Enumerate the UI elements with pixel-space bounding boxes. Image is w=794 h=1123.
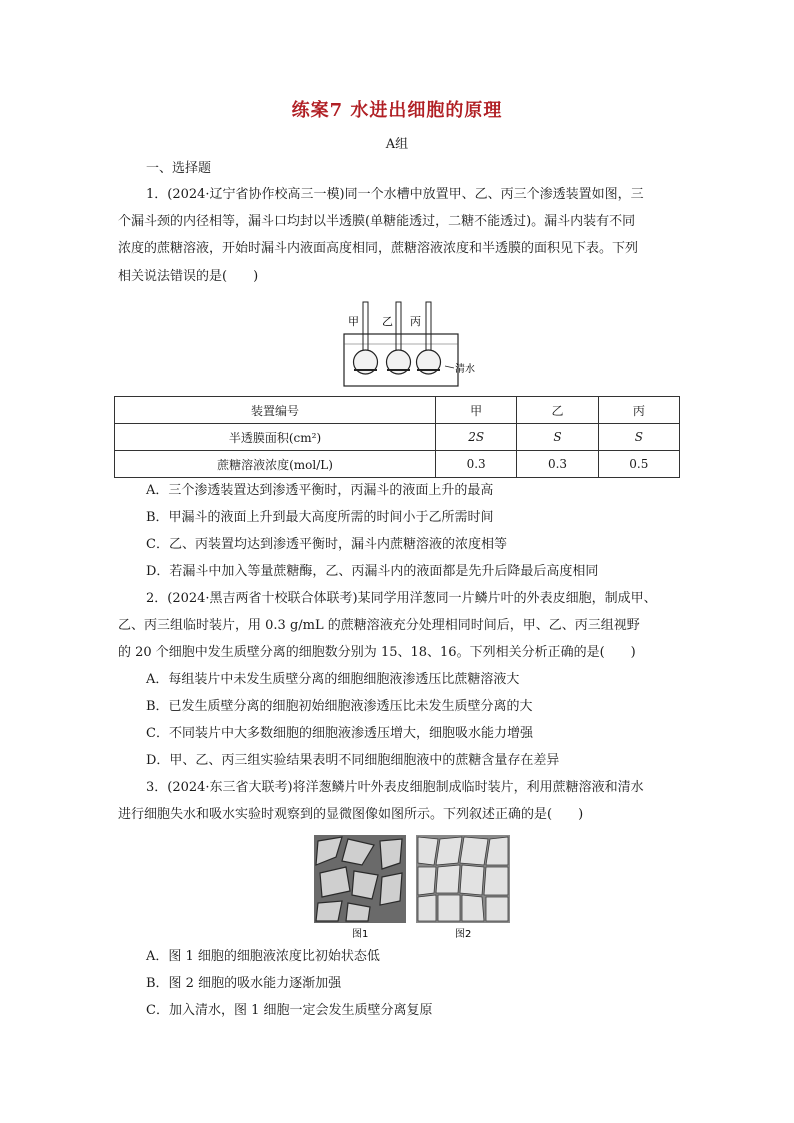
table-cell: 半透膜面积(cm²)	[115, 424, 436, 451]
micrograph-figure	[312, 835, 512, 945]
q2-option-b: B．已发生质壁分离的细胞初始细胞液渗透压比未发生质壁分离的大	[146, 699, 533, 714]
q2-option-c: C．不同装片中大多数细胞的细胞液渗透压增大，细胞吸水能力增强	[146, 726, 533, 741]
table-cell: S	[517, 424, 598, 451]
osmosis-apparatus-figure	[330, 300, 490, 392]
q1-option-c: C．乙、丙装置均达到渗透平衡时，漏斗内蔗糖溶液的浓度相等	[146, 537, 507, 552]
device-table	[114, 396, 680, 478]
table-cell: 0.5	[598, 451, 679, 478]
table-header-row	[115, 397, 680, 424]
table-cell: 0.3	[436, 451, 517, 478]
q1-line: 1．(2024·辽宁省协作校高三一模)同一个水槽中放置甲、乙、丙三个渗透装置如图，三	[146, 187, 644, 202]
q2-option-d: D．甲、乙、丙三组实验结果表明不同细胞细胞液中的蔗糖含量存在差异	[146, 753, 560, 768]
caption-figure-2: 图2	[455, 929, 472, 940]
q1-option-d: D．若漏斗中加入等量蔗糖酶，乙、丙漏斗内的液面都是先升后降最后高度相同	[146, 564, 599, 579]
section-heading: 一、选择题	[146, 161, 212, 176]
q1-line: 浓度的蔗糖溶液，开始时漏斗内液面高度相同，蔗糖溶液浓度和半透膜的面积见下表。下列	[118, 241, 639, 256]
table-cell: 丙	[598, 397, 679, 424]
table-cell: 装置编号	[115, 397, 436, 424]
page-title: 练案7 水进出细胞的原理	[291, 100, 503, 121]
group-heading: A组	[385, 137, 409, 152]
q3-line: 3．(2024·东三省大联考)将洋葱鳞片叶外表皮细胞制成临时装片，利用蔗糖溶液和清水	[146, 780, 644, 795]
table-cell: S	[598, 424, 679, 451]
table-cell: 2S	[436, 424, 517, 451]
q2-line: 2．(2024·黑吉两省十校联合体联考)某同学用洋葱同一片鳞片叶的外表皮细胞，制成甲、	[146, 591, 657, 606]
label-yi: 乙	[382, 315, 393, 328]
label-water: 清水	[455, 364, 475, 375]
caption-figure-1: 图1	[352, 929, 369, 940]
q1-option-a: A．三个渗透装置达到渗透平衡时，丙漏斗的液面上升的最高	[146, 483, 494, 498]
label-jia: 甲	[348, 315, 359, 328]
q2-line: 乙、丙三组临时装片，用 0.3 g/mL 的蔗糖溶液充分处理相同时间后，甲、乙、丙三组视野	[118, 618, 640, 633]
q1-line: 相关说法错误的是( )	[118, 269, 259, 284]
q3-option-b: B．图 2 细胞的吸水能力逐渐加强	[146, 976, 342, 991]
q3-option-c: C．加入清水，图 1 细胞一定会发生质壁分离复原	[146, 1003, 433, 1018]
q2-option-a: A．每组装片中未发生质壁分离的细胞细胞液渗透压比蔗糖溶液大	[146, 672, 520, 687]
table-cell: 甲	[436, 397, 517, 424]
q1-option-b: B．甲漏斗的液面上升到最大高度所需的时间小于乙所需时间	[146, 510, 494, 525]
table-row	[115, 451, 680, 478]
table-row	[115, 424, 680, 451]
q3-option-a: A．图 1 细胞的细胞液浓度比初始状态低	[146, 949, 380, 964]
q3-line: 进行细胞失水和吸水实验时观察到的显微图像如图所示。下列叙述正确的是( )	[118, 807, 584, 822]
q2-line: 的 20 个细胞中发生质壁分离的细胞数分别为 15、18、16。下列相关分析正确的是( )	[118, 645, 636, 660]
table-cell: 0.3	[517, 451, 598, 478]
label-bing: 丙	[410, 315, 421, 328]
q1-line: 个漏斗颈的内径相等，漏斗口均封以半透膜(单糖能透过，二糖不能透过)。漏斗内装有不同	[118, 214, 636, 229]
table-cell: 乙	[517, 397, 598, 424]
table-cell: 蔗糖溶液浓度(mol/L)	[115, 451, 436, 478]
